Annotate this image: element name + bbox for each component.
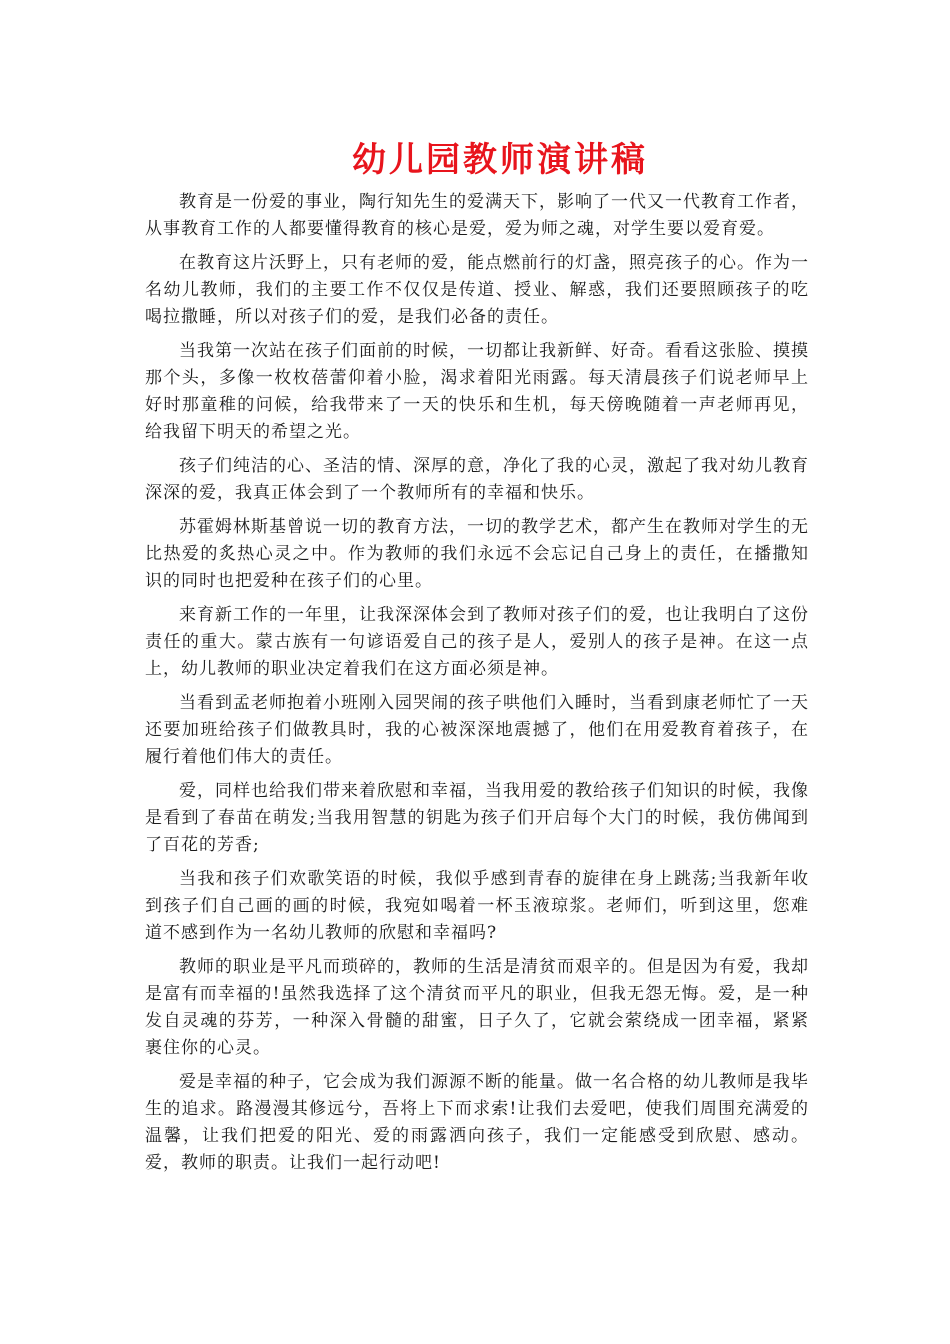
- paragraph: 当我第一次站在孩子们面前的时候，一切都让我新鲜、好奇。看看这张脸、摸摸那个头，多像一枚枚蓓蕾仰着小脸，渴求着阳光雨露。每天清晨孩子们说老师早上好时那童稚的问候，给我带来了一天的快乐和生机，每天傍晚随着一声老师再见，给我留下明天的希望之光。: [145, 341, 809, 442]
- paragraph: 爱，同样也给我们带来着欣慰和幸福，当我用爱的教给孩子们知识的时候，我像是看到了春苗在萌发;当我用智慧的钥匙为孩子们开启每个大门的时候，我仿佛闻到了百花的芳香;: [145, 781, 809, 855]
- paragraph: 当看到孟老师抱着小班刚入园哭闹的孩子哄他们入睡时，当看到康老师忙了一天还要加班给孩子们做教具时，我的心被深深地震撼了，他们在用爱教育着孩子，在履行着他们伟大的责任。: [145, 693, 809, 767]
- paragraph: 教师的职业是平凡而琐碎的，教师的生活是清贫而艰辛的。但是因为有爱，我却是富有而幸福的!虽然我选择了这个清贫而平凡的职业，但我无怨无悔。爱，是一种发自灵魂的芬芳，一种深入骨髓的甜蜜，日子久了，它就会萦绕成一团幸福，紧紧裹住你的心灵。: [145, 957, 809, 1058]
- paragraph: 孩子们纯洁的心、圣洁的情、深厚的意，净化了我的心灵，激起了我对幼儿教育深深的爱，我真正体会到了一个教师所有的幸福和快乐。: [145, 456, 809, 503]
- paragraph: 在教育这片沃野上，只有老师的爱，能点燃前行的灯盏，照亮孩子的心。作为一名幼儿教师，我们的主要工作不仅仅是传道、授业、解惑，我们还要照顾孩子的吃喝拉撒睡，所以对孩子们的爱，是我们必备的责任。: [145, 253, 809, 327]
- paragraph: 当我和孩子们欢歌笑语的时候，我似乎感到青春的旋律在身上跳荡;当我新年收到孩子们自己画的画的时候，我宛如喝着一杯玉液琼浆。老师们，听到这里，您难道不感到作为一名幼儿教师的欣慰和幸福吗?: [145, 869, 809, 943]
- document-title: 幼儿园教师演讲稿: [352, 140, 648, 180]
- document-body: [145, 189, 809, 1184]
- paragraph: 教育是一份爱的事业，陶行知先生的爱满天下，影响了一代又一代教育工作者，从事教育工作的人都要懂得教育的核心是爱，爱为师之魂，对学生要以爱育爱。: [145, 192, 809, 239]
- paragraph: 爱是幸福的种子，它会成为我们源源不断的能量。做一名合格的幼儿教师是我毕生的追求。路漫漫其修远兮，吾将上下而求索!让我们去爱吧，使我们周围充满爱的温馨，让我们把爱的阳光、爱的雨露洒向孩子，我们一定能感受到欣慰、感动。爱，教师的职责。让我们一起行动吧!: [145, 1072, 809, 1173]
- paragraph: 来育新工作的一年里，让我深深体会到了教师对孩子们的爱，也让我明白了这份责任的重大。蒙古族有一句谚语爱自己的孩子是人，爱别人的孩子是神。在这一点上，幼儿教师的职业决定着我们在这方面必须是神。: [145, 605, 809, 679]
- paragraph: 苏霍姆林斯基曾说一切的教育方法，一切的教学艺术，都产生在教师对学生的无比热爱的炙热心灵之中。作为教师的我们永远不会忘记自己身上的责任，在播撒知识的同时也把爱种在孩子们的心里。: [145, 517, 809, 591]
